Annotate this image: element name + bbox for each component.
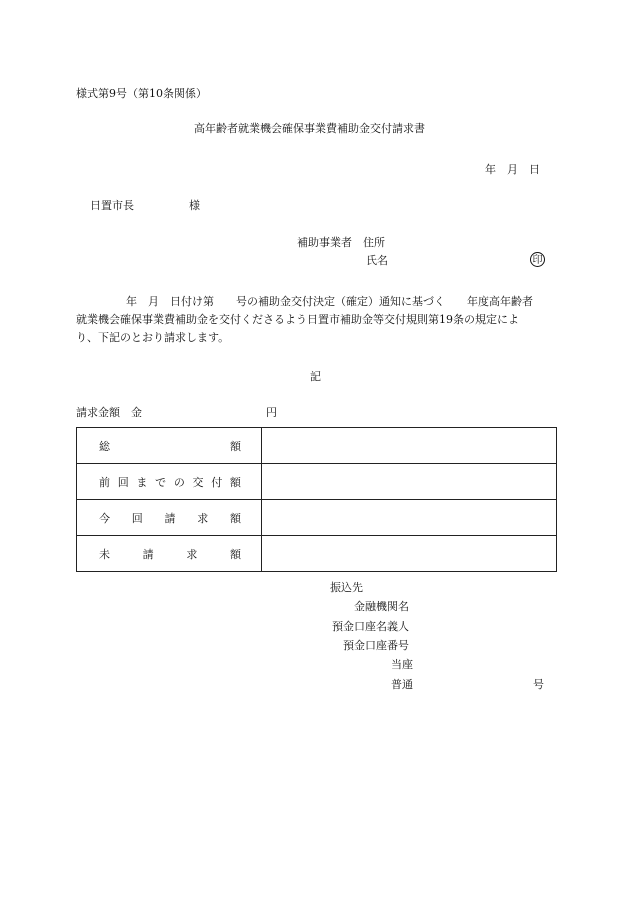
table-row — [77, 428, 557, 464]
number-suffix: 号 — [533, 678, 544, 691]
request-amount-unit: 円 — [266, 406, 277, 419]
seal-mark: 印 — [530, 252, 545, 267]
account-type-ordinary: 普通 — [391, 678, 413, 691]
body-line-1: 年 月 日付け第 号の補助金交付決定（確定）通知に基づく 年度高年齢者 — [126, 295, 533, 308]
account-type-current: 当座 — [391, 658, 413, 671]
recipient: 日置市長 様 — [90, 199, 200, 212]
row-label-char: ま — [136, 475, 148, 489]
body-line-3: り、下記のとおり請求します。 — [76, 331, 230, 344]
row-label-previous — [77, 464, 262, 500]
row-label-char: 未 — [99, 547, 110, 561]
account-holder-label: 預金口座名義人 — [332, 620, 409, 633]
row-label-char: で — [155, 475, 167, 489]
form-number: 様式第9号（第10条関係） — [76, 87, 207, 100]
row-label-char: の — [173, 475, 185, 489]
row-label-unrequested — [77, 536, 262, 572]
request-amount-label: 請求金額 金 — [76, 406, 142, 419]
table-row — [77, 464, 557, 500]
row-label-char: 額 — [229, 475, 241, 489]
date-line: 年 月 日 — [485, 163, 540, 176]
row-label-char: 今 — [99, 511, 110, 525]
value-cell-current[interactable] — [262, 500, 557, 536]
row-label-char: 前 — [99, 475, 110, 489]
account-number-label: 預金口座番号 — [343, 639, 409, 652]
bank-name-label: 金融機関名 — [354, 600, 409, 613]
row-label-char: 額 — [230, 439, 241, 453]
amount-table — [76, 427, 557, 572]
applicant-name-label: 氏名 — [366, 254, 388, 267]
value-cell-total[interactable] — [262, 428, 557, 464]
row-label-char: 請 — [142, 547, 154, 561]
document-title: 高年齢者就業機会確保事業費補助金交付請求書 — [194, 122, 425, 135]
transfer-heading: 振込先 — [330, 581, 363, 594]
applicant-address-label: 補助事業者 住所 — [297, 236, 385, 249]
row-label-char: 回 — [117, 475, 129, 489]
ki-heading: 記 — [310, 370, 321, 383]
table-row — [77, 500, 557, 536]
row-label-char: 付 — [211, 475, 223, 489]
row-label-char: 求 — [186, 547, 198, 561]
row-label-char: 額 — [229, 547, 241, 561]
row-label-total — [77, 428, 262, 464]
table-row — [77, 536, 557, 572]
row-label-char: 交 — [192, 475, 204, 489]
row-label-char: 請 — [164, 511, 176, 525]
value-cell-previous[interactable] — [262, 464, 557, 500]
row-label-current — [77, 500, 262, 536]
row-label-char: 額 — [230, 511, 241, 525]
body-line-2: 就業機会確保事業費補助金を交付くださるよう日置市補助金等交付規則第19条の規定によ — [76, 313, 519, 326]
row-label-char: 回 — [131, 511, 143, 525]
row-label-char: 求 — [197, 511, 209, 525]
value-cell-unrequested[interactable] — [262, 536, 557, 572]
row-label-char: 総 — [99, 439, 110, 453]
